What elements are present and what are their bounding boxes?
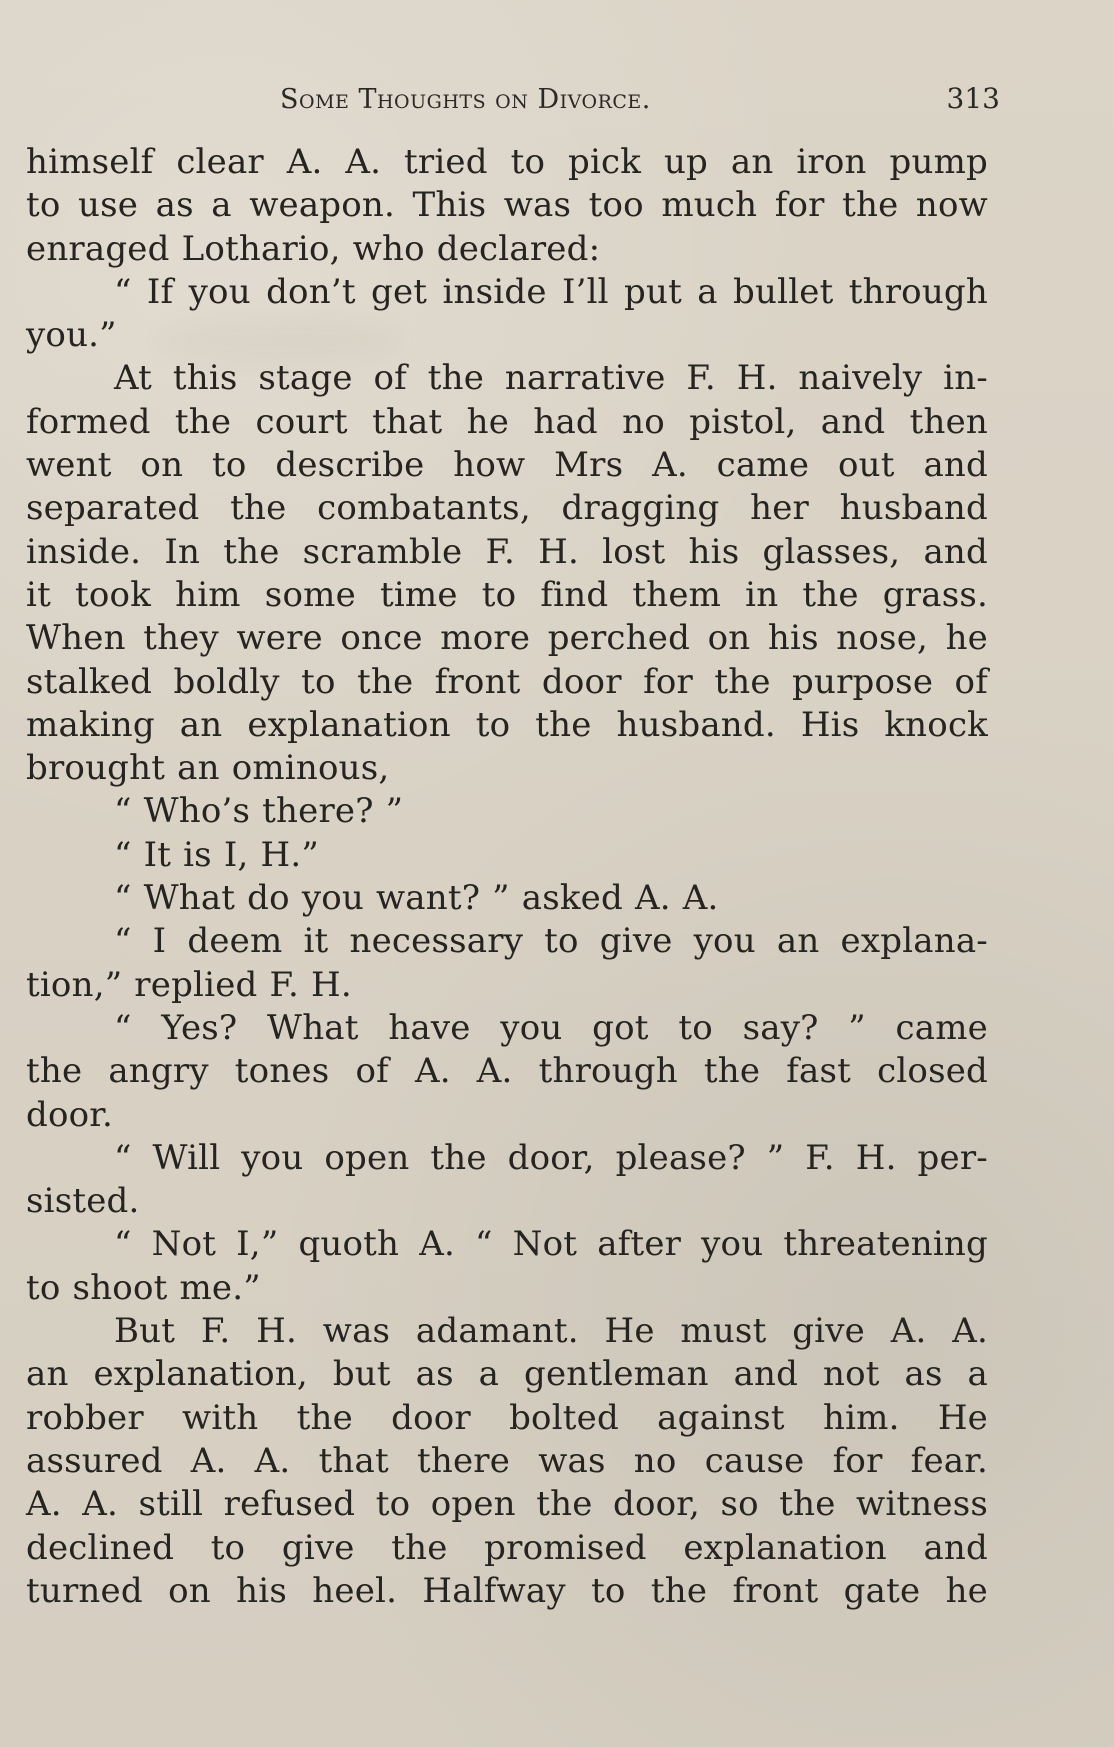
- page-header: [280, 84, 1000, 124]
- text-line: to shoot me.”: [26, 1267, 261, 1308]
- text-line: separated the combatants, dragging her husband: [26, 488, 988, 529]
- text-line: When they were once more perched on his nose, he: [26, 618, 988, 659]
- text-line: brought an ominous,: [26, 748, 390, 789]
- text-line: robber with the door bolted against him. He: [26, 1397, 988, 1438]
- text-line: tion,” replied F. H.: [26, 964, 352, 1005]
- text-line: “ Who’s there? ”: [114, 791, 404, 832]
- text-line: himself clear A. A. tried to pick up an iron pump: [26, 142, 988, 182]
- text-line: But F. H. was adamant. He must give A. A.: [114, 1311, 988, 1352]
- text-line: “ Not I,” quoth A. “ Not after you threatening: [114, 1224, 988, 1265]
- text-line: inside. In the scramble F. H. lost his glasses, and: [26, 531, 988, 572]
- text-line: door.: [26, 1094, 114, 1135]
- text-line: turned on his heel. Halfway to the front gate he: [26, 1570, 988, 1611]
- text-line: it took him some time to find them in the grass.: [26, 574, 988, 615]
- text-line: “ If you don’t get inside I’ll put a bullet through: [114, 271, 988, 312]
- text-line: you.”: [26, 315, 117, 356]
- text-line: sisted.: [26, 1181, 140, 1222]
- page-number: 313: [946, 82, 1000, 115]
- text-line: went on to describe how Mrs A. came out and: [26, 445, 988, 486]
- text-line: declined to give the promised explanation and: [26, 1527, 988, 1568]
- text-line: making an explanation to the husband. His knock: [26, 704, 988, 745]
- text-line: “ It is I, H.”: [114, 834, 319, 875]
- running-title: Some Thoughts on Divorce.: [280, 84, 651, 115]
- text-line: “ I deem it necessary to give you an explana-: [114, 921, 988, 962]
- text-line: stalked boldly to the front door for the purpose of: [26, 661, 988, 702]
- text-line: the angry tones of A. A. through the fast closed: [26, 1051, 988, 1092]
- body-text: [26, 141, 988, 1613]
- text-line: “ What do you want? ” asked A. A.: [114, 878, 719, 919]
- text-line: A. A. still refused to open the door, so the witness: [26, 1484, 988, 1525]
- text-line: assured A. A. that there was no cause for fear.: [26, 1440, 988, 1481]
- text-line: formed the court that he had no pistol, and then: [26, 401, 988, 442]
- text-line: “ Yes? What have you got to say? ” came: [114, 1007, 988, 1048]
- text-line: to use as a weapon. This was too much for the now: [26, 185, 988, 226]
- text-line: At this stage of the narrative F. H. naively in-: [114, 358, 988, 399]
- text-line: an explanation, but as a gentleman and not as a: [26, 1354, 988, 1395]
- text-line: enraged Lothario, who declared:: [26, 228, 601, 269]
- text-line: “ Will you open the door, please? ” F. H. per-: [114, 1137, 988, 1178]
